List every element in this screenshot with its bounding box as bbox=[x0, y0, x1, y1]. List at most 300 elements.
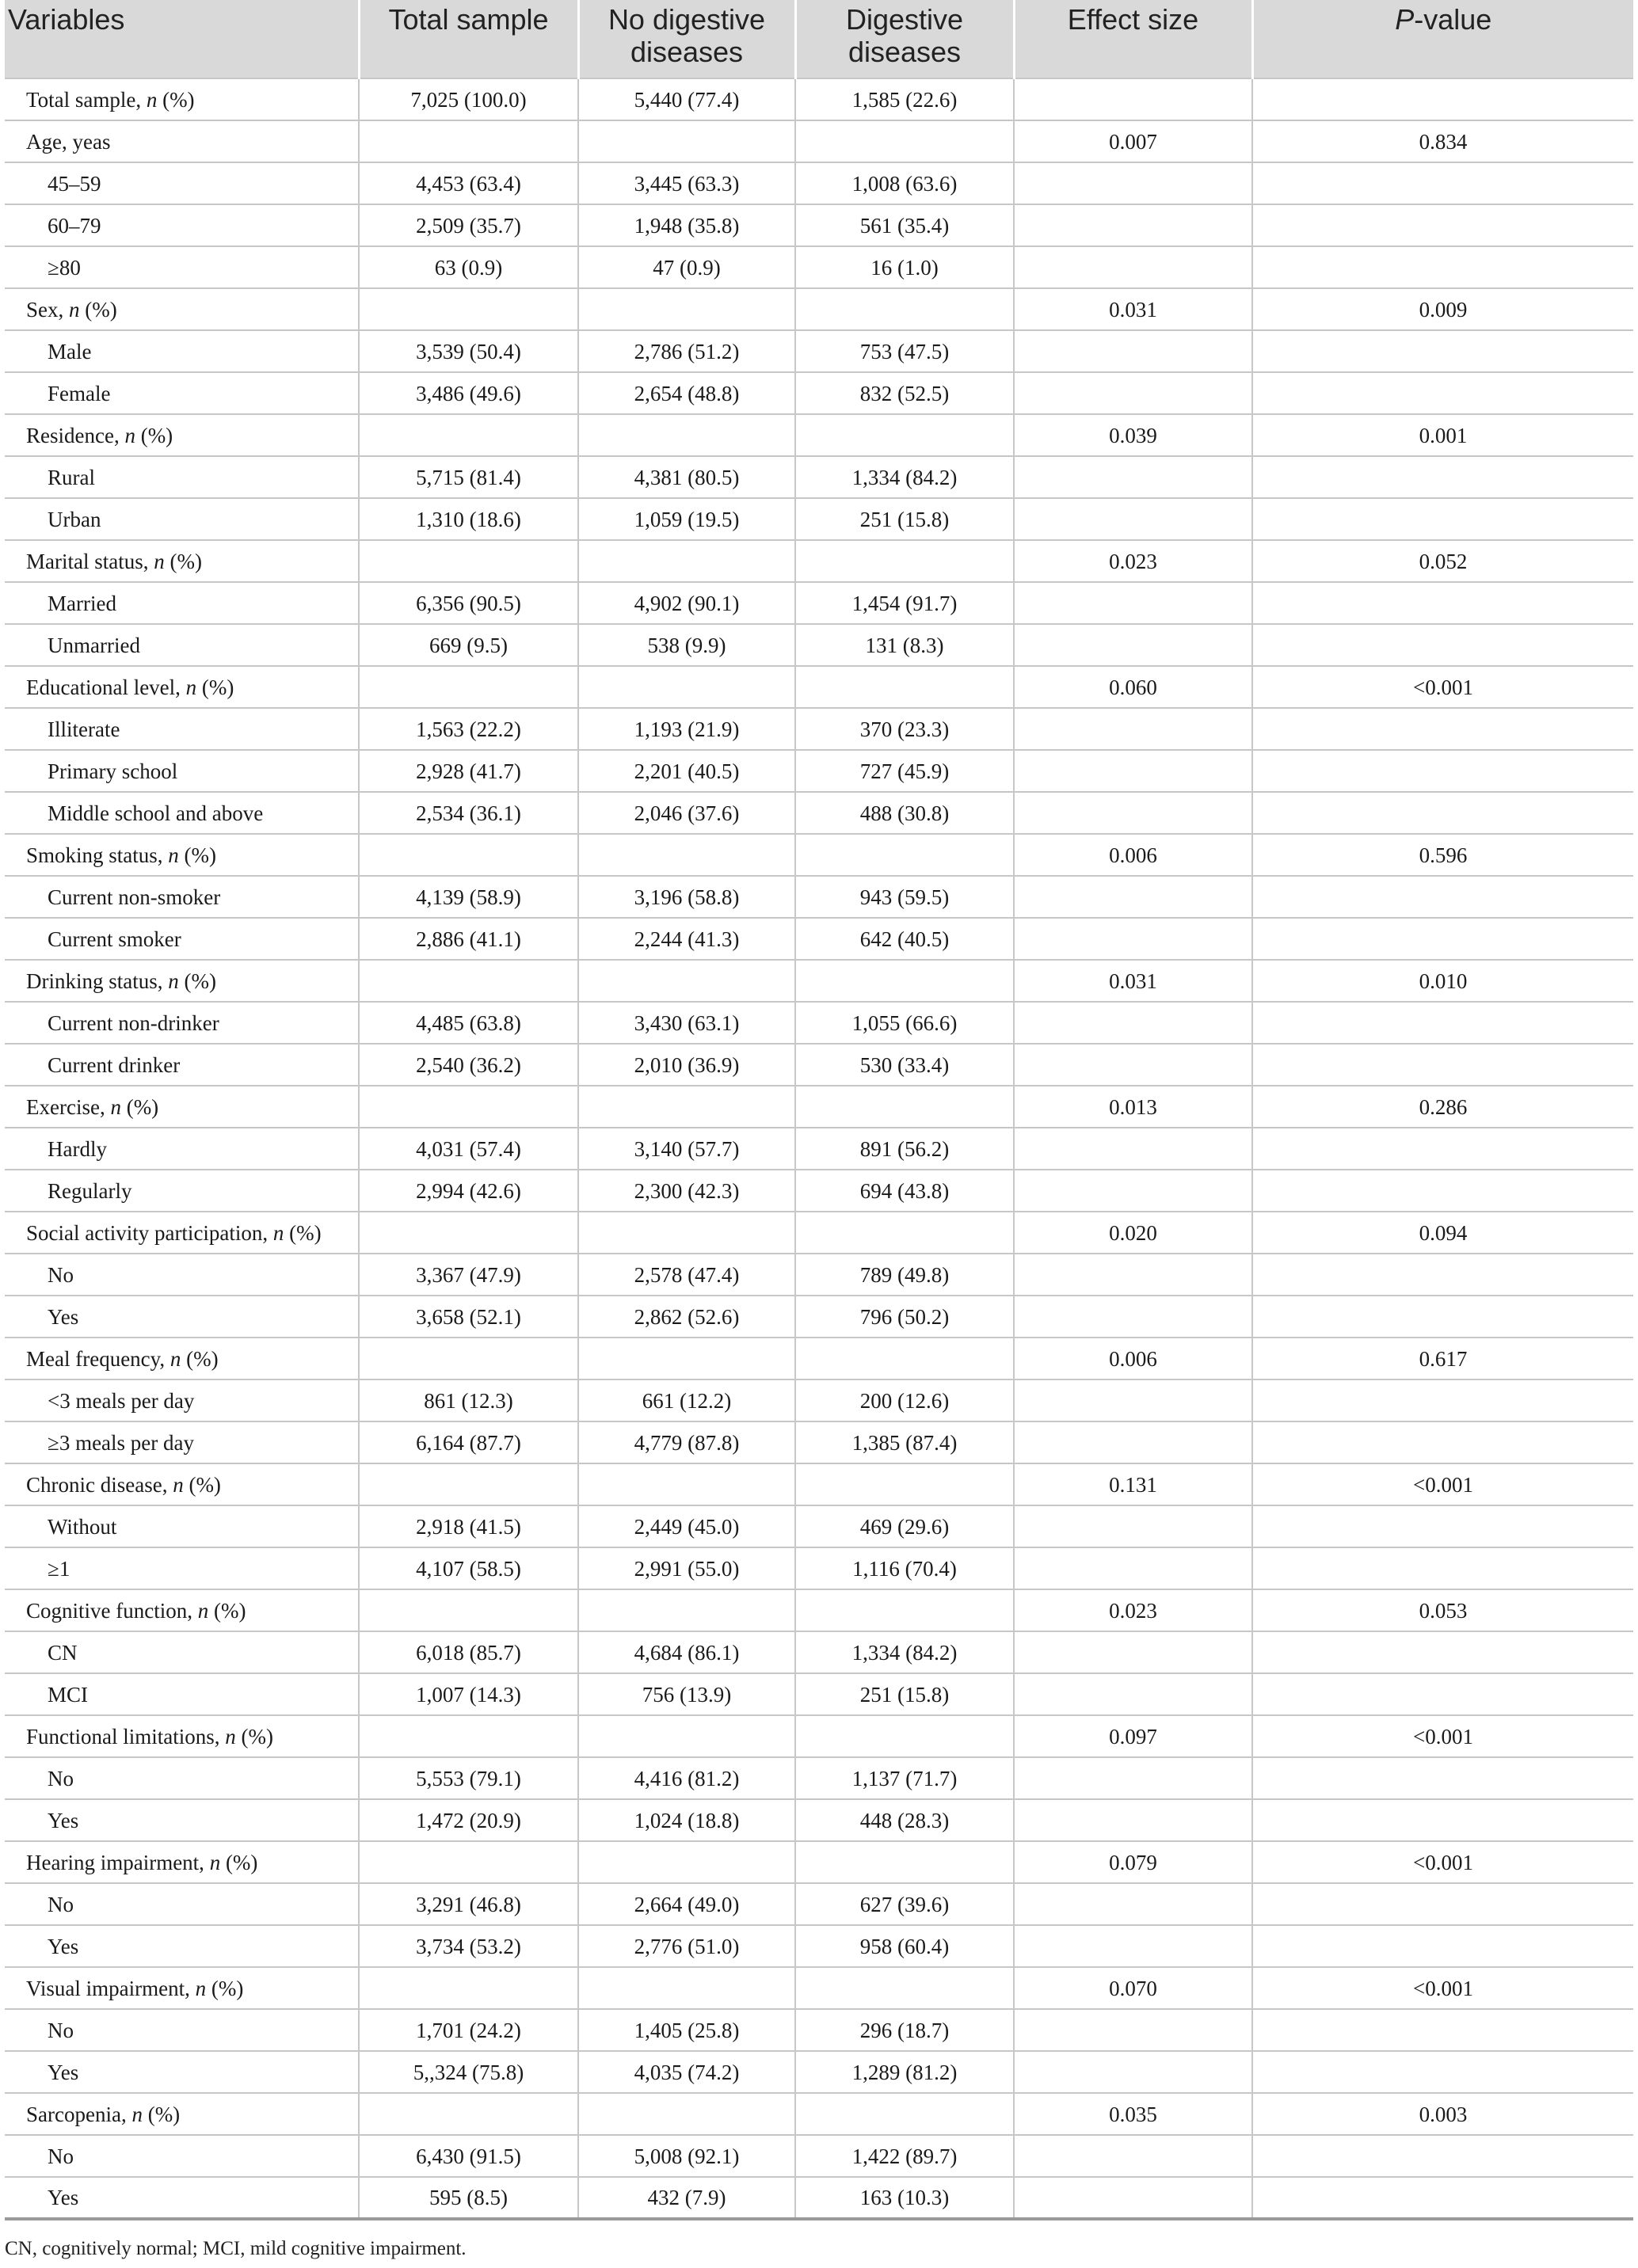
variable-label bbox=[5, 1757, 359, 1799]
variable-name: Functional limitations, bbox=[26, 1724, 226, 1749]
total-sample-cell bbox=[359, 540, 578, 582]
no-digestive-cell: 2,010 (36.9) bbox=[578, 1044, 795, 1086]
variable-name: Yes bbox=[48, 2186, 79, 2209]
table-row bbox=[5, 624, 1633, 666]
effect-size-cell bbox=[1014, 918, 1252, 960]
variable-label bbox=[5, 1967, 359, 2009]
total-sample-cell bbox=[359, 834, 578, 876]
variable-label bbox=[5, 1296, 359, 1338]
variable-label bbox=[5, 1379, 359, 1421]
variable-name: No bbox=[48, 1892, 74, 1916]
digestive-cell: 1,334 (84.2) bbox=[795, 1631, 1014, 1673]
variable-label bbox=[5, 78, 359, 120]
table-row bbox=[5, 1883, 1633, 1925]
no-digestive-cell: 4,684 (86.1) bbox=[578, 1631, 795, 1673]
variable-label bbox=[5, 918, 359, 960]
table-row bbox=[5, 582, 1633, 624]
variable-name: Sex, bbox=[26, 297, 69, 322]
p-value-cell: <0.001 bbox=[1252, 1841, 1633, 1883]
p-value-cell bbox=[1252, 1757, 1633, 1799]
effect-size-cell bbox=[1014, 1170, 1252, 1212]
effect-size-cell bbox=[1014, 1254, 1252, 1296]
digestive-cell bbox=[795, 120, 1014, 162]
effect-size-cell bbox=[1014, 792, 1252, 834]
p-value-cell: 0.596 bbox=[1252, 834, 1633, 876]
variable-name: Without bbox=[48, 1514, 117, 1539]
no-digestive-cell bbox=[578, 120, 795, 162]
variable-name: Exercise, bbox=[26, 1094, 111, 1119]
no-digestive-cell: 2,776 (51.0) bbox=[578, 1925, 795, 1967]
p-value-cell bbox=[1252, 1379, 1633, 1421]
variable-label bbox=[5, 1002, 359, 1044]
total-sample-cell: 1,472 (20.9) bbox=[359, 1799, 578, 1841]
p-value-cell bbox=[1252, 624, 1633, 666]
percent-unit: (%) bbox=[208, 1598, 246, 1623]
variable-name: ≥1 bbox=[48, 1556, 70, 1581]
variable-label bbox=[5, 120, 359, 162]
variable-label bbox=[5, 204, 359, 246]
total-sample-cell: 3,658 (52.1) bbox=[359, 1296, 578, 1338]
no-digestive-cell: 5,440 (77.4) bbox=[578, 78, 795, 120]
variable-label bbox=[5, 1673, 359, 1715]
no-digestive-cell: 4,035 (74.2) bbox=[578, 2051, 795, 2093]
table-group-row bbox=[5, 1589, 1633, 1631]
variable-name: Unmarried bbox=[48, 633, 140, 657]
digestive-cell: 448 (28.3) bbox=[795, 1799, 1014, 1841]
total-sample-cell: 595 (8.5) bbox=[359, 2177, 578, 2219]
no-digestive-cell bbox=[578, 1212, 795, 1254]
table-row bbox=[5, 330, 1633, 372]
p-value-cell: 0.003 bbox=[1252, 2093, 1633, 2135]
p-value-cell: <0.001 bbox=[1252, 1967, 1633, 2009]
percent-unit: (%) bbox=[196, 675, 234, 699]
p-value-cell: <0.001 bbox=[1252, 666, 1633, 708]
effect-size-cell bbox=[1014, 708, 1252, 750]
n-symbol: n bbox=[131, 2102, 143, 2126]
p-value-cell bbox=[1252, 1170, 1633, 1212]
no-digestive-cell: 2,786 (51.2) bbox=[578, 330, 795, 372]
variable-name: Yes bbox=[48, 1304, 79, 1329]
no-digestive-cell: 4,779 (87.8) bbox=[578, 1421, 795, 1463]
variable-name: Marital status, bbox=[26, 549, 154, 573]
no-digestive-cell: 2,664 (49.0) bbox=[578, 1883, 795, 1925]
digestive-cell: 796 (50.2) bbox=[795, 1296, 1014, 1338]
variable-name: <3 meals per day bbox=[48, 1388, 195, 1413]
digestive-cell: 753 (47.5) bbox=[795, 330, 1014, 372]
variable-name: Yes bbox=[48, 2060, 79, 2084]
digestive-cell: 296 (18.7) bbox=[795, 2009, 1014, 2051]
variable-name: No bbox=[48, 1766, 74, 1790]
table-header bbox=[5, 0, 1633, 78]
table-group-row bbox=[5, 1715, 1633, 1757]
p-value-cell bbox=[1252, 750, 1633, 792]
digestive-cell: 469 (29.6) bbox=[795, 1505, 1014, 1547]
table-row bbox=[5, 2051, 1633, 2093]
digestive-cell: 1,385 (87.4) bbox=[795, 1421, 1014, 1463]
variable-name: Rural bbox=[48, 465, 95, 489]
table-row bbox=[5, 1170, 1633, 1212]
effect-size-cell: 0.079 bbox=[1014, 1841, 1252, 1883]
variable-label bbox=[5, 1841, 359, 1883]
header-variables: Variables bbox=[5, 0, 359, 78]
variable-label bbox=[5, 1883, 359, 1925]
table-group-row bbox=[5, 288, 1633, 330]
variable-name: No bbox=[48, 2018, 74, 2042]
p-value-cell bbox=[1252, 1044, 1633, 1086]
variable-name: MCI bbox=[48, 1682, 89, 1707]
percent-unit: (%) bbox=[79, 297, 117, 322]
variable-name: Married bbox=[48, 591, 116, 615]
p-value-cell bbox=[1252, 1673, 1633, 1715]
no-digestive-cell: 2,578 (47.4) bbox=[578, 1254, 795, 1296]
p-value-cell bbox=[1252, 2177, 1633, 2219]
header-p-value bbox=[1252, 0, 1633, 78]
digestive-cell: 1,334 (84.2) bbox=[795, 456, 1014, 498]
no-digestive-cell: 1,405 (25.8) bbox=[578, 2009, 795, 2051]
variable-name: Current non-smoker bbox=[48, 885, 221, 909]
variable-label bbox=[5, 288, 359, 330]
p-symbol: P bbox=[1395, 3, 1415, 36]
digestive-cell: 627 (39.6) bbox=[795, 1883, 1014, 1925]
table-row bbox=[5, 1505, 1633, 1547]
table-row bbox=[5, 1925, 1633, 1967]
p-value-cell bbox=[1252, 330, 1633, 372]
total-sample-cell: 2,918 (41.5) bbox=[359, 1505, 578, 1547]
table-group-row bbox=[5, 1463, 1633, 1505]
variable-name: Primary school bbox=[48, 759, 178, 783]
total-sample-cell: 2,928 (41.7) bbox=[359, 750, 578, 792]
p-value-cell bbox=[1252, 708, 1633, 750]
table-row bbox=[5, 1044, 1633, 1086]
digestive-cell: 1,055 (66.6) bbox=[795, 1002, 1014, 1044]
variable-name: Hardly bbox=[48, 1136, 107, 1161]
variable-label bbox=[5, 960, 359, 1002]
digestive-cell bbox=[795, 2093, 1014, 2135]
n-symbol: n bbox=[209, 1850, 221, 1874]
table-row bbox=[5, 1547, 1633, 1589]
variable-label bbox=[5, 162, 359, 204]
p-value-cell bbox=[1252, 876, 1633, 918]
p-value-cell bbox=[1252, 918, 1633, 960]
variable-label bbox=[5, 1547, 359, 1589]
table-group-row bbox=[5, 1841, 1633, 1883]
no-digestive-cell: 3,196 (58.8) bbox=[578, 876, 795, 918]
total-sample-cell: 1,310 (18.6) bbox=[359, 498, 578, 540]
p-value-cell bbox=[1252, 1296, 1633, 1338]
table-row bbox=[5, 1379, 1633, 1421]
total-sample-cell: 3,539 (50.4) bbox=[359, 330, 578, 372]
no-digestive-cell: 4,902 (90.1) bbox=[578, 582, 795, 624]
effect-size-cell: 0.039 bbox=[1014, 414, 1252, 456]
variable-label bbox=[5, 1799, 359, 1841]
p-value-cell: 0.834 bbox=[1252, 120, 1633, 162]
variable-label bbox=[5, 666, 359, 708]
variable-name: ≥3 meals per day bbox=[48, 1430, 195, 1455]
variable-label bbox=[5, 834, 359, 876]
table-row bbox=[5, 1002, 1633, 1044]
p-value-cell bbox=[1252, 1505, 1633, 1547]
no-digestive-cell: 2,654 (48.8) bbox=[578, 372, 795, 414]
total-sample-cell: 4,453 (63.4) bbox=[359, 162, 578, 204]
variable-name: Illiterate bbox=[48, 717, 120, 741]
variable-name: 60–79 bbox=[48, 213, 101, 238]
digestive-cell: 1,422 (89.7) bbox=[795, 2135, 1014, 2177]
table-group-row bbox=[5, 120, 1633, 162]
table-group-row bbox=[5, 414, 1633, 456]
no-digestive-cell: 2,300 (42.3) bbox=[578, 1170, 795, 1212]
variable-name: Residence, bbox=[26, 423, 125, 447]
digestive-cell bbox=[795, 1589, 1014, 1631]
digestive-cell: 1,585 (22.6) bbox=[795, 78, 1014, 120]
variable-name: Hearing impairment, bbox=[26, 1850, 210, 1874]
no-digestive-cell bbox=[578, 666, 795, 708]
p-value-cell bbox=[1252, 456, 1633, 498]
n-symbol: n bbox=[197, 1598, 209, 1623]
no-digestive-cell bbox=[578, 1086, 795, 1128]
variable-name: Drinking status, bbox=[26, 968, 169, 993]
table-row bbox=[5, 1421, 1633, 1463]
n-symbol: n bbox=[170, 1346, 181, 1371]
no-digestive-cell bbox=[578, 1463, 795, 1505]
table-row bbox=[5, 918, 1633, 960]
table-row bbox=[5, 876, 1633, 918]
table-row bbox=[5, 2009, 1633, 2051]
no-digestive-cell: 2,244 (41.3) bbox=[578, 918, 795, 960]
total-sample-cell bbox=[359, 1589, 578, 1631]
p-value-cell bbox=[1252, 2009, 1633, 2051]
variable-label bbox=[5, 2093, 359, 2135]
digestive-cell: 1,454 (91.7) bbox=[795, 582, 1014, 624]
variable-label bbox=[5, 1925, 359, 1967]
total-sample-cell bbox=[359, 960, 578, 1002]
characteristics-table bbox=[5, 0, 1633, 2220]
effect-size-cell bbox=[1014, 330, 1252, 372]
digestive-cell: 488 (30.8) bbox=[795, 792, 1014, 834]
variable-label bbox=[5, 540, 359, 582]
effect-size-cell bbox=[1014, 456, 1252, 498]
effect-size-cell: 0.023 bbox=[1014, 1589, 1252, 1631]
variable-label bbox=[5, 1254, 359, 1296]
effect-size-cell bbox=[1014, 1883, 1252, 1925]
no-digestive-cell: 1,193 (21.9) bbox=[578, 708, 795, 750]
variable-label bbox=[5, 750, 359, 792]
digestive-cell bbox=[795, 288, 1014, 330]
variable-label bbox=[5, 1421, 359, 1463]
effect-size-cell bbox=[1014, 2009, 1252, 2051]
total-sample-cell: 7,025 (100.0) bbox=[359, 78, 578, 120]
header-total-sample: Total sample bbox=[359, 0, 578, 78]
table-row bbox=[5, 498, 1633, 540]
header-effect-size: Effect size bbox=[1014, 0, 1252, 78]
p-value-cell: 0.009 bbox=[1252, 288, 1633, 330]
digestive-cell bbox=[795, 1967, 1014, 2009]
digestive-cell: 131 (8.3) bbox=[795, 624, 1014, 666]
no-digestive-cell: 5,008 (92.1) bbox=[578, 2135, 795, 2177]
n-symbol: n bbox=[168, 843, 179, 867]
effect-size-cell bbox=[1014, 2051, 1252, 2093]
variable-name: Female bbox=[48, 381, 111, 405]
total-sample-cell: 6,356 (90.5) bbox=[359, 582, 578, 624]
variable-label bbox=[5, 582, 359, 624]
table-row bbox=[5, 456, 1633, 498]
p-value-cell bbox=[1252, 1421, 1633, 1463]
table-row bbox=[5, 2135, 1633, 2177]
effect-size-cell bbox=[1014, 1673, 1252, 1715]
digestive-cell: 16 (1.0) bbox=[795, 246, 1014, 288]
table-row bbox=[5, 1631, 1633, 1673]
percent-unit: (%) bbox=[120, 1094, 159, 1119]
no-digestive-cell: 2,862 (52.6) bbox=[578, 1296, 795, 1338]
variable-name: Current non-drinker bbox=[48, 1010, 219, 1035]
effect-size-cell bbox=[1014, 1799, 1252, 1841]
effect-size-cell bbox=[1014, 624, 1252, 666]
variable-label bbox=[5, 2051, 359, 2093]
no-digestive-cell: 47 (0.9) bbox=[578, 246, 795, 288]
variable-label bbox=[5, 1212, 359, 1254]
digestive-cell: 251 (15.8) bbox=[795, 498, 1014, 540]
effect-size-cell bbox=[1014, 162, 1252, 204]
table-group-row bbox=[5, 834, 1633, 876]
percent-unit: (%) bbox=[142, 2102, 181, 2126]
variable-label bbox=[5, 2177, 359, 2219]
effect-size-cell: 0.020 bbox=[1014, 1212, 1252, 1254]
table-row bbox=[5, 1254, 1633, 1296]
variable-name: No bbox=[48, 2144, 74, 2168]
digestive-cell bbox=[795, 1715, 1014, 1757]
variable-name: No bbox=[48, 1262, 74, 1287]
p-value-cell bbox=[1252, 1254, 1633, 1296]
total-sample-cell: 6,164 (87.7) bbox=[359, 1421, 578, 1463]
digestive-cell bbox=[795, 834, 1014, 876]
no-digestive-cell bbox=[578, 834, 795, 876]
total-sample-cell: 6,430 (91.5) bbox=[359, 2135, 578, 2177]
p-value-cell: 0.001 bbox=[1252, 414, 1633, 456]
p-value-cell bbox=[1252, 582, 1633, 624]
digestive-cell: 642 (40.5) bbox=[795, 918, 1014, 960]
digestive-cell: 251 (15.8) bbox=[795, 1673, 1014, 1715]
no-digestive-cell: 3,445 (63.3) bbox=[578, 162, 795, 204]
digestive-cell bbox=[795, 1841, 1014, 1883]
percent-unit: (%) bbox=[206, 1976, 244, 2000]
p-value-cell bbox=[1252, 1799, 1633, 1841]
variable-label bbox=[5, 1170, 359, 1212]
variable-label bbox=[5, 708, 359, 750]
p-value-cell bbox=[1252, 162, 1633, 204]
n-symbol: n bbox=[173, 1472, 184, 1497]
table-group-row bbox=[5, 1338, 1633, 1379]
effect-size-cell bbox=[1014, 246, 1252, 288]
total-sample-cell bbox=[359, 1967, 578, 2009]
p-value-cell bbox=[1252, 2135, 1633, 2177]
percent-unit: (%) bbox=[181, 1346, 219, 1371]
table-group-row bbox=[5, 960, 1633, 1002]
digestive-cell: 958 (60.4) bbox=[795, 1925, 1014, 1967]
percent-unit: (%) bbox=[164, 549, 202, 573]
total-sample-cell: 5,,324 (75.8) bbox=[359, 2051, 578, 2093]
effect-size-cell: 0.070 bbox=[1014, 1967, 1252, 2009]
percent-unit: (%) bbox=[157, 87, 195, 112]
n-symbol: n bbox=[168, 968, 179, 993]
variable-name: Cognitive function, bbox=[26, 1598, 198, 1623]
effect-size-cell: 0.097 bbox=[1014, 1715, 1252, 1757]
digestive-cell: 561 (35.4) bbox=[795, 204, 1014, 246]
table-body bbox=[5, 78, 1633, 2219]
variable-label bbox=[5, 414, 359, 456]
variable-name: Urban bbox=[48, 507, 101, 531]
no-digestive-cell: 2,991 (55.0) bbox=[578, 1547, 795, 1589]
variable-label bbox=[5, 456, 359, 498]
total-sample-cell: 2,534 (36.1) bbox=[359, 792, 578, 834]
effect-size-cell bbox=[1014, 1002, 1252, 1044]
no-digestive-cell: 432 (7.9) bbox=[578, 2177, 795, 2219]
effect-size-cell bbox=[1014, 876, 1252, 918]
total-sample-cell: 4,485 (63.8) bbox=[359, 1002, 578, 1044]
total-sample-cell: 3,734 (53.2) bbox=[359, 1925, 578, 1967]
percent-unit: (%) bbox=[178, 843, 217, 867]
p-value-cell: <0.001 bbox=[1252, 1715, 1633, 1757]
digestive-cell: 200 (12.6) bbox=[795, 1379, 1014, 1421]
effect-size-cell: 0.013 bbox=[1014, 1086, 1252, 1128]
total-sample-cell: 5,715 (81.4) bbox=[359, 456, 578, 498]
table-row bbox=[5, 1673, 1633, 1715]
variable-name: Sarcopenia, bbox=[26, 2102, 132, 2126]
digestive-cell bbox=[795, 1212, 1014, 1254]
no-digestive-cell bbox=[578, 1841, 795, 1883]
effect-size-cell bbox=[1014, 1757, 1252, 1799]
no-digestive-cell: 2,046 (37.6) bbox=[578, 792, 795, 834]
header-digestive-diseases: Digestive diseases bbox=[795, 0, 1014, 78]
digestive-cell: 1,116 (70.4) bbox=[795, 1547, 1014, 1589]
effect-size-cell bbox=[1014, 1379, 1252, 1421]
total-sample-cell: 1,563 (22.2) bbox=[359, 708, 578, 750]
variable-name: Yes bbox=[48, 1808, 79, 1832]
digestive-cell: 370 (23.3) bbox=[795, 708, 1014, 750]
p-value-cell bbox=[1252, 1925, 1633, 1967]
effect-size-cell: 0.006 bbox=[1014, 1338, 1252, 1379]
digestive-cell: 530 (33.4) bbox=[795, 1044, 1014, 1086]
p-value-cell bbox=[1252, 78, 1633, 120]
variable-name: Regularly bbox=[48, 1178, 132, 1203]
variable-label bbox=[5, 1338, 359, 1379]
p-value-cell bbox=[1252, 204, 1633, 246]
percent-unit: (%) bbox=[284, 1220, 322, 1245]
n-symbol: n bbox=[110, 1094, 121, 1119]
table-row bbox=[5, 1799, 1633, 1841]
digestive-cell bbox=[795, 414, 1014, 456]
variable-name: Age, yeas bbox=[26, 129, 111, 154]
no-digestive-cell bbox=[578, 540, 795, 582]
n-symbol: n bbox=[154, 549, 165, 573]
n-symbol: n bbox=[272, 1220, 284, 1245]
p-value-cell bbox=[1252, 792, 1633, 834]
effect-size-cell bbox=[1014, 1044, 1252, 1086]
table-row bbox=[5, 372, 1633, 414]
total-sample-cell: 4,031 (57.4) bbox=[359, 1128, 578, 1170]
variable-name: Social activity participation, bbox=[26, 1220, 273, 1245]
no-digestive-cell bbox=[578, 1967, 795, 2009]
p-value-cell bbox=[1252, 372, 1633, 414]
percent-unit: (%) bbox=[235, 1724, 273, 1749]
table-row bbox=[5, 1296, 1633, 1338]
total-sample-cell: 861 (12.3) bbox=[359, 1379, 578, 1421]
digestive-cell: 832 (52.5) bbox=[795, 372, 1014, 414]
variable-label bbox=[5, 1715, 359, 1757]
n-symbol: n bbox=[69, 297, 80, 322]
variable-label bbox=[5, 1589, 359, 1631]
table-group-row bbox=[5, 1086, 1633, 1128]
digestive-cell bbox=[795, 1338, 1014, 1379]
table-group-row bbox=[5, 2093, 1633, 2135]
